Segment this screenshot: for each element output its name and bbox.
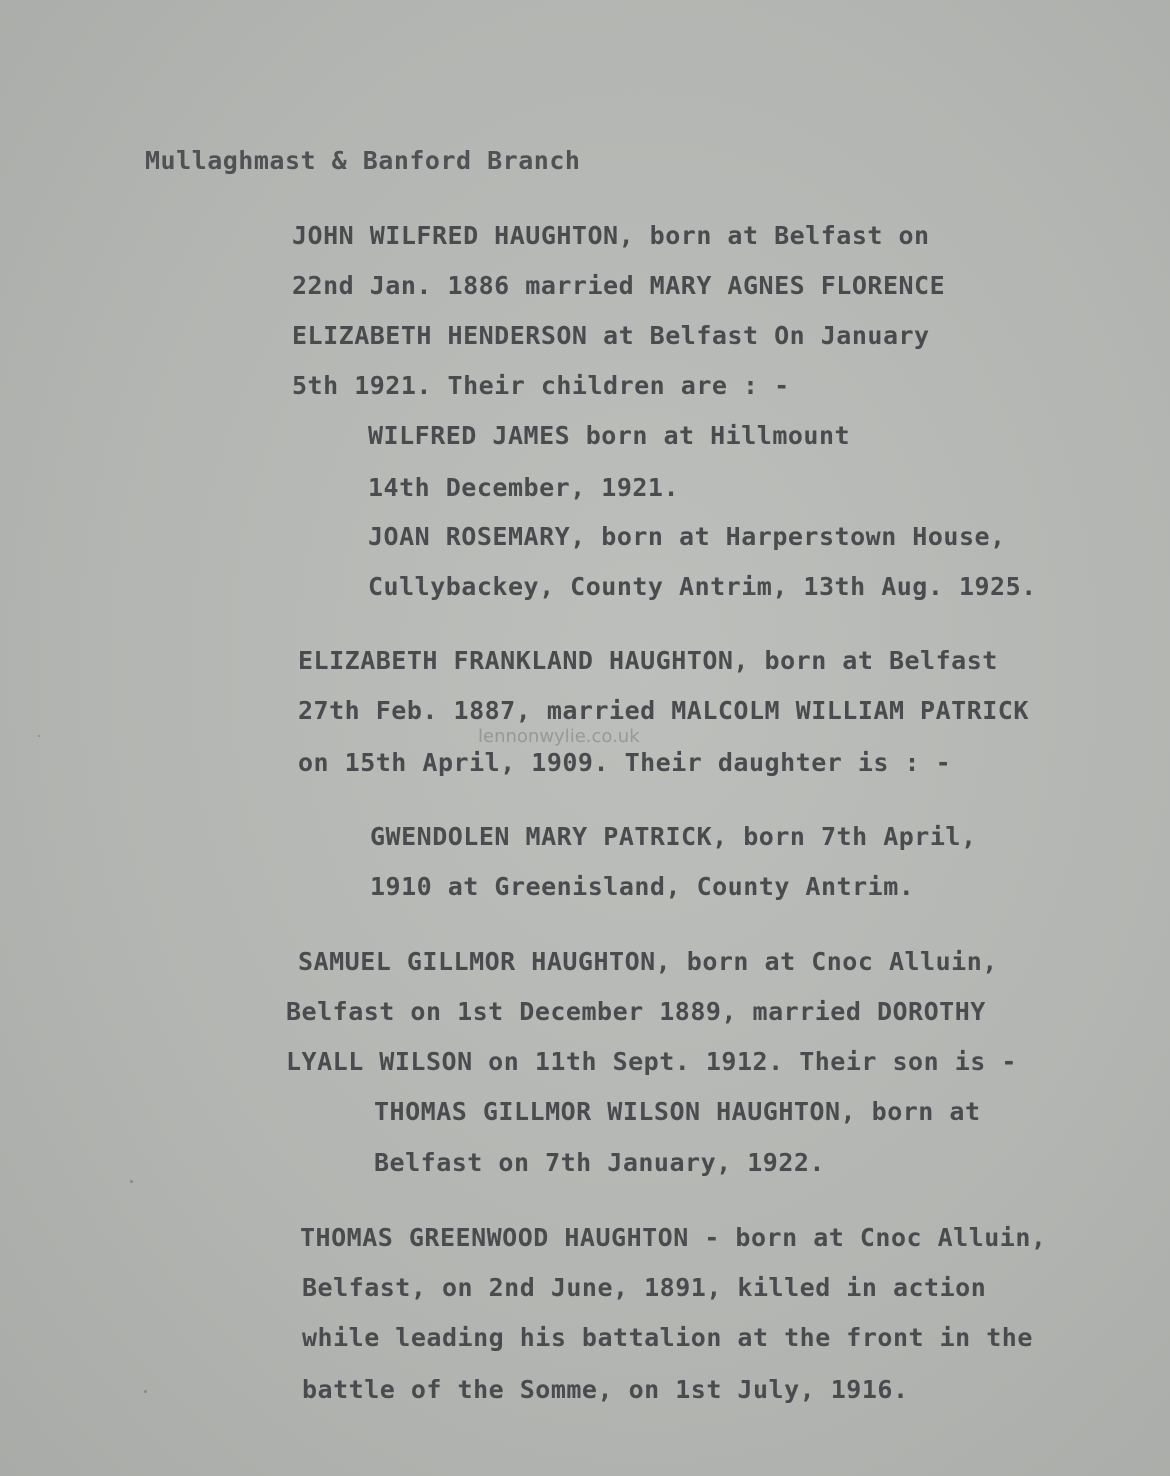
entry-line: LYALL WILSON on 11th Sept. 1912. Their son is - xyxy=(286,1047,1017,1076)
child-line: 1910 at Greenisland, County Antrim. xyxy=(370,872,915,901)
entry-line: ELIZABETH FRANKLAND HAUGHTON, born at Belfast xyxy=(298,646,998,675)
entry-line: Belfast, on 2nd June, 1891, killed in action xyxy=(302,1273,987,1302)
entry-line: on 15th April, 1909. Their daughter is : - xyxy=(298,748,952,777)
child-line: Belfast on 7th January, 1922. xyxy=(374,1148,825,1177)
paper-speck xyxy=(38,735,40,737)
paper-speck xyxy=(130,1180,133,1183)
entry-line: battle of the Somme, on 1st July, 1916. xyxy=(302,1375,909,1404)
child-line: GWENDOLEN MARY PATRICK, born 7th April, xyxy=(370,822,977,851)
paper-speck xyxy=(144,1390,147,1393)
entry-line: Belfast on 1st December 1889, married DOROTHY xyxy=(286,997,986,1026)
entry-line: JOHN WILFRED HAUGHTON, born at Belfast on xyxy=(292,221,930,250)
child-line: 14th December, 1921. xyxy=(368,473,680,502)
entry-line: THOMAS GREENWOOD HAUGHTON - born at Cnoc Alluin, xyxy=(300,1223,1047,1252)
child-line: JOAN ROSEMARY, born at Harperstown House, xyxy=(368,522,1006,551)
entry-line: 22nd Jan. 1886 married MARY AGNES FLORENCE xyxy=(292,271,946,300)
entry-line: 5th 1921. Their children are : - xyxy=(292,371,790,400)
child-line: THOMAS GILLMOR WILSON HAUGHTON, born at xyxy=(374,1097,981,1126)
branch-heading: Mullaghmast & Banford Branch xyxy=(145,146,581,175)
child-line: WILFRED JAMES born at Hillmount xyxy=(368,421,851,450)
child-line: Cullybackey, County Antrim, 13th Aug. 1925. xyxy=(368,572,1037,601)
entry-line: 27th Feb. 1887, married MALCOLM WILLIAM PATRICK xyxy=(298,696,1029,725)
entry-line: while leading his battalion at the front in the xyxy=(302,1323,1033,1352)
entry-line: SAMUEL GILLMOR HAUGHTON, born at Cnoc Alluin, xyxy=(298,947,998,976)
entry-line: ELIZABETH HENDERSON at Belfast On January xyxy=(292,321,930,350)
watermark: lennonwylie.co.uk xyxy=(478,726,640,747)
